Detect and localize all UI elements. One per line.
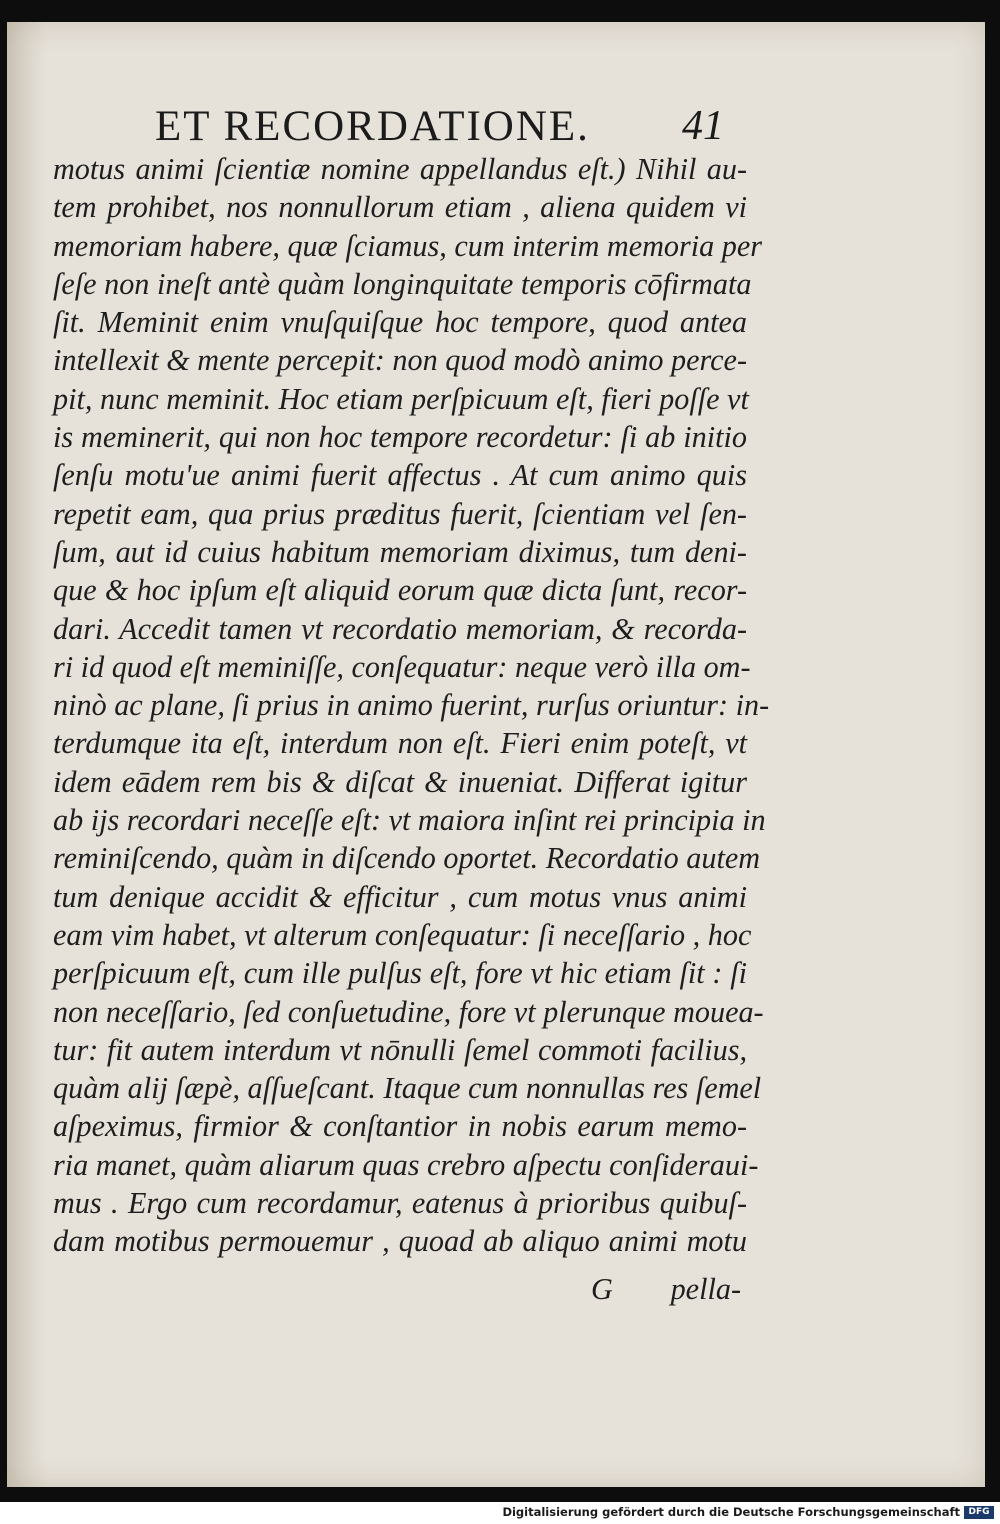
page-number: 41 (682, 103, 724, 149)
text-line: intellexit & mente percepit: non quod modò animo perce- (53, 343, 747, 378)
text-line: ſenſu motu'ue animi fuerit affectus . At cum animo quis (53, 458, 747, 493)
text-line: repetit eam, qua prius præditus fuerit, ſcientiam vel ſen- (53, 496, 747, 531)
text-line: tum denique accidit & efficitur , cum motus vnus animi (53, 879, 747, 914)
text-line: ninò ac plane, ſi prius in animo fuerint, rurſus oriuntur: in- (53, 688, 770, 723)
catchword-row (53, 1272, 747, 1310)
text-line: perſpicuum eſt, cum ille pulſus eſt, fore vt hic etiam ſit : ſi (53, 956, 747, 991)
text-line: ri id quod eſt meminiſſe, conſequatur: neque verò illa om- (53, 649, 751, 684)
text-line: ſeſe non ineſt antè quàm longinquitate temporis cōfirmata (53, 266, 752, 301)
body-text (53, 150, 770, 1261)
text-line: is meminerit, qui non hoc tempore recordetur: ſi ab initio (53, 420, 747, 455)
text-line: que & hoc ipſum eſt aliquid eorum quæ dicta ſunt, recor- (53, 573, 747, 608)
text-line: reminiſcendo, quàm in diſcendo oportet. Recordatio autem (53, 841, 761, 876)
text-line: dam motibus permouemur , quoad ab aliquo animi motu (53, 1224, 747, 1259)
text-line: aſpeximus, firmior & conſtantior in nobis earum memo- (53, 1109, 747, 1144)
text-line: non neceſſario, ſed conſuetudine, fore vt plerunque moueа- (53, 994, 764, 1029)
text-line: ſum, aut id cuius habitum memoriam diximus, tum deni- (53, 534, 747, 569)
book-page (7, 22, 985, 1487)
text-line: quàm alij ſæpè, aſſueſcant. Itaque cum nonnullas res ſemel (53, 1071, 762, 1106)
text-line: dari. Accedit tamen vt recordatio memoriam, & recorda- (53, 611, 747, 646)
footer-bar (0, 1502, 1000, 1524)
dfg-logo: DFG (964, 1506, 994, 1519)
text-line: idem eādem rem bis & diſcat & inueniat. Differat igitur (53, 764, 747, 799)
text-line: pit, nunc meminit. Hoc etiam perſpicuum eſt, fieri poſſe vt (53, 381, 749, 416)
text-line: ria manet, quàm aliarum quas crebro aſpectu conſiderаui- (53, 1147, 759, 1182)
signature-mark: G (591, 1272, 613, 1306)
text-line: ſit. Meminit enim vnuſquiſque hoc tempore, quod antea (53, 305, 747, 340)
text-line: terdumque ita eſt, interdum non eſt. Fieri enim poteſt, vt (53, 726, 747, 761)
text-line: ab ijs recordari neceſſe eſt: vt maiora inſint rei principia in (53, 803, 766, 838)
text-line: motus animi ſcientiæ nomine appellandus eſt.) Nihil au- (53, 152, 747, 186)
text-line: mus . Ergo cum recordamur, eatenus à prioribus quibuſ- (53, 1186, 747, 1221)
text-line: memoriam habere, quæ ſciamus, cum interim memoria per (53, 228, 763, 263)
funding-credit: Digitalisierung gefördert durch die Deutsche Forschungsgemeinschaft (502, 1505, 960, 1519)
text-line: eam vim habet, vt alterum conſequatur: ſi neceſſario , hoc (53, 917, 752, 952)
text-line: tur: fit autem interdum vt nōnulli ſemel commoti facilius, (53, 1032, 747, 1067)
text-line: tem prohibet, nos nonnullorum etiam , aliena quidem vi (53, 190, 747, 225)
catchword: pella- (670, 1272, 741, 1306)
running-head: ET RECORDATIONE. (155, 103, 590, 150)
